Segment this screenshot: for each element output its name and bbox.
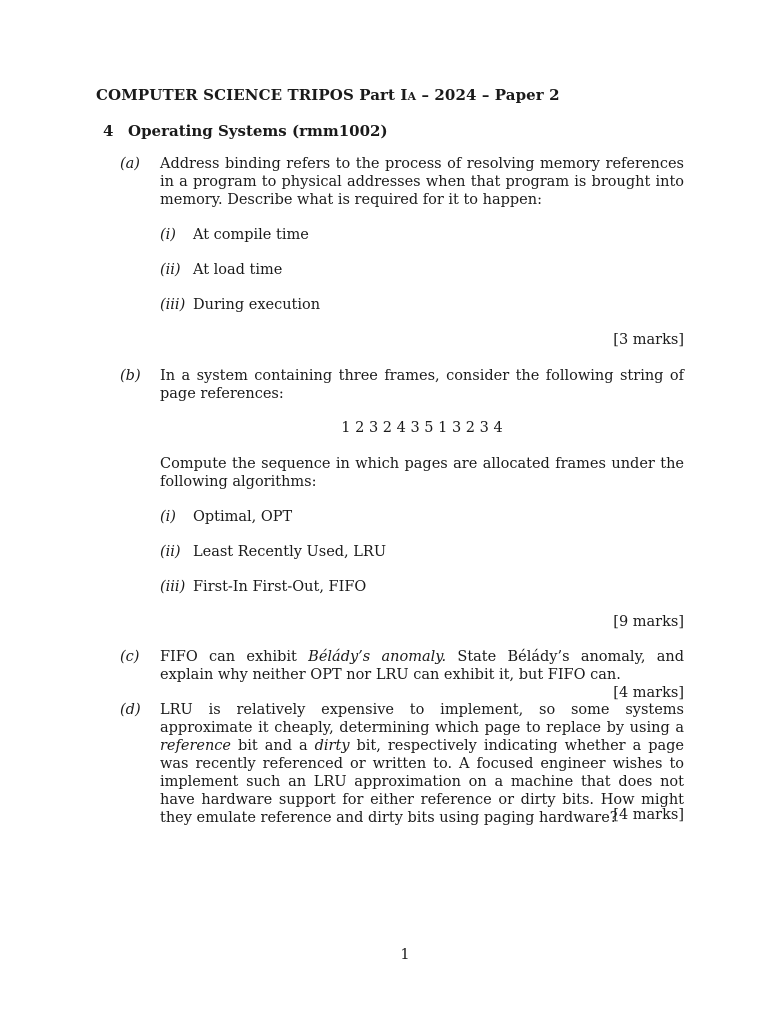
part-a-item-3-text: During execution — [193, 297, 321, 313]
part-d-emphasis-reference: reference — [160, 738, 232, 754]
part-a-label: (a) — [120, 156, 140, 172]
part-d-emphasis-dirty: dirty — [314, 738, 350, 754]
part-b-item-3-text: First-In First-Out, FIFO — [193, 579, 367, 595]
header-prefix: COMPUTER SCIENCE TRIPOS Part I — [96, 86, 408, 104]
part-b-item-1-label: (i) — [160, 509, 176, 525]
part-a-item-2-text: At load time — [193, 262, 283, 278]
page-reference-string: 1 2 3 2 4 3 5 1 3 2 3 4 — [341, 420, 503, 436]
part-c-label: (c) — [120, 649, 140, 665]
part-b-label: (b) — [120, 368, 141, 384]
part-c-marks: [4 marks] — [613, 685, 684, 701]
header-suffix: – 2024 – Paper 2 — [416, 86, 560, 104]
part-d-label: (d) — [120, 702, 141, 718]
part-b-item-2-label: (ii) — [160, 544, 181, 560]
part-b-item-3-label: (iii) — [160, 579, 186, 595]
part-d-text-3: bit, respectively indicating whether a page was recently referenced or written to. A focused engineer wishes to implement such an LRU approximation on a machine that does not have hardware support for either reference or dirty bits. How might they emulate reference and dirty bits using paging hardware? — [160, 738, 684, 826]
part-a-marks: [3 marks] — [613, 332, 684, 348]
part-b-text-2: Compute the sequence in which pages are allocated frames under the following algorithms: — [160, 456, 684, 490]
header-part-smallcaps: a — [407, 86, 417, 104]
part-c-text-pre: FIFO can exhibit — [160, 649, 309, 665]
part-a-item-1-text: At compile time — [193, 227, 309, 243]
question-number: 4 — [103, 122, 114, 140]
part-a-item-3-label: (iii) — [160, 297, 186, 313]
part-d-marks: [4 marks] — [613, 807, 684, 823]
question-title: Operating Systems (rmm1002) — [128, 122, 388, 140]
part-c-text-post: State Bélády’s anomaly, and explain why neither OPT nor LRU can exhibit it, but FIFO can. — [160, 649, 684, 683]
part-a-text: Address binding refers to the process of resolving memory references in a program to physical addresses when that program is brought into memory. Describe what is required for it to happen: — [160, 156, 684, 208]
page-number: 1 — [400, 947, 410, 963]
part-a-item-2-label: (ii) — [160, 262, 181, 278]
part-d-text — [160, 701, 684, 827]
part-b-text: In a system containing three frames, consider the following string of page references: — [160, 368, 684, 402]
exam-header — [96, 86, 560, 104]
part-b-item-2-text: Least Recently Used, LRU — [193, 544, 387, 560]
part-d-text-1: LRU is relatively expensive to implement, so some systems approximate it cheaply, determining which page to replace by using a — [160, 702, 684, 736]
part-d-text-2: bit and a — [231, 738, 315, 754]
part-a-item-1-label: (i) — [160, 227, 176, 243]
part-b-item-1-text: Optimal, OPT — [193, 509, 293, 525]
part-b-marks: [9 marks] — [613, 614, 684, 630]
part-c-text-emphasis: Bélády’s anomaly. — [308, 649, 447, 665]
part-c-text — [160, 648, 684, 702]
